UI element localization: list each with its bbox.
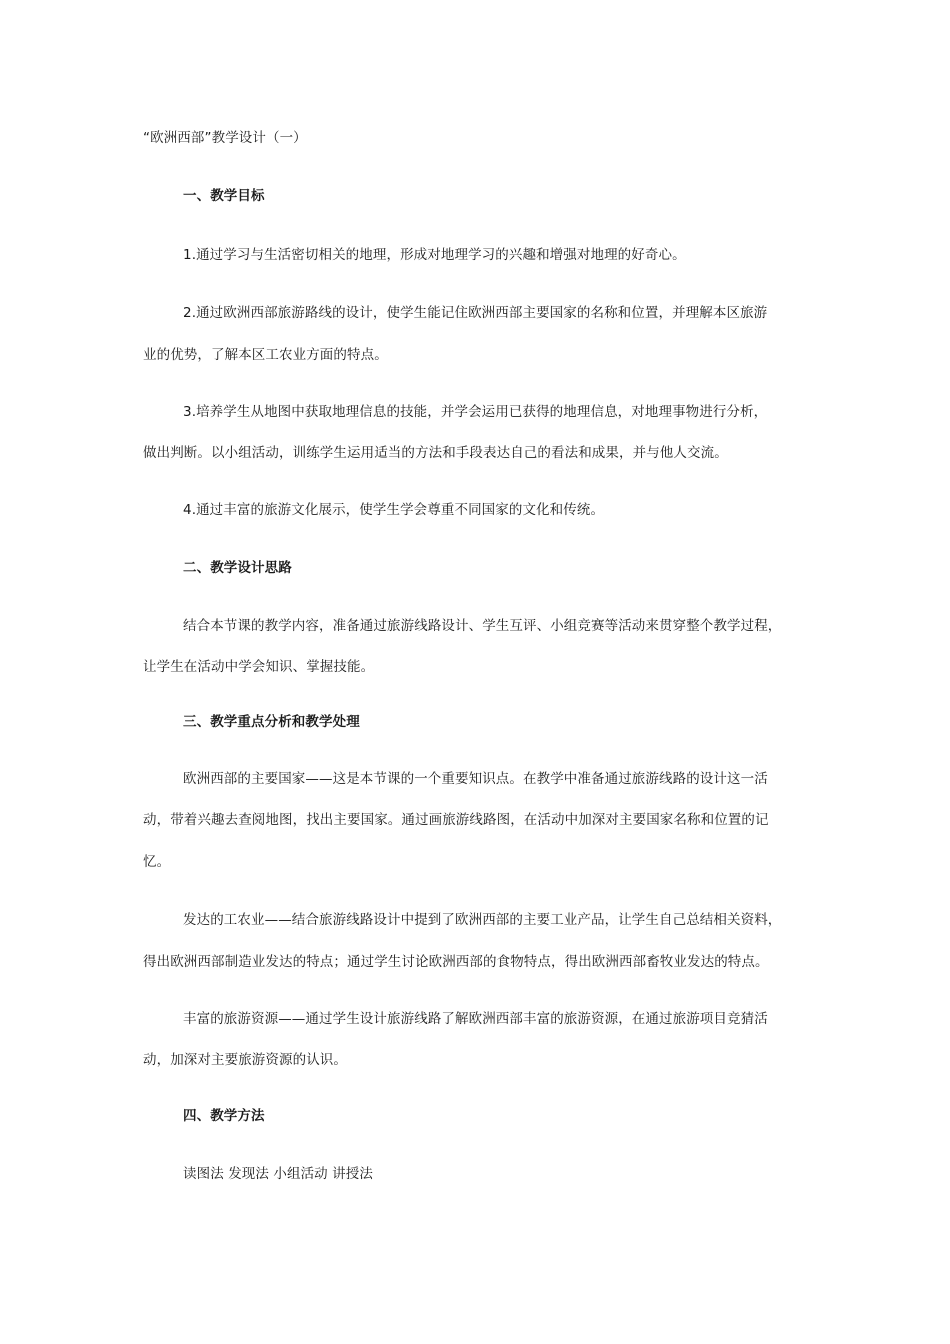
objective-item-4: 4.通过丰富的旅游文化展示，使学生学会尊重不同国家的文化和传统。 — [183, 502, 605, 518]
key-point-2-line-1: 发达的工农业——结合旅游线路设计中提到了欧洲西部的主要工业产品，让学生自己总结相关资料， — [183, 912, 782, 928]
section-heading-design: 二、教学设计思路 — [183, 560, 292, 576]
section-heading-objectives: 一、教学目标 — [183, 188, 265, 204]
key-point-3-line-2: 动，加深对主要旅游资源的认识。 — [143, 1052, 347, 1068]
section-heading-methods: 四、教学方法 — [183, 1108, 265, 1124]
key-point-1-line-2: 动，带着兴趣去查阅地图，找出主要国家。通过画旅游线路图，在活动中加深对主要国家名称和位置的记 — [143, 812, 769, 828]
objective-item-3-line-1: 3.培养学生从地图中获取地理信息的技能，并学会运用已获得的地理信息，对地理事物进行分析， — [183, 404, 768, 420]
objective-item-3-line-2: 做出判断。以小组活动，训练学生运用适当的方法和手段表达自己的看法和成果，并与他人交流。 — [143, 445, 728, 461]
methods-paragraph: 读图法 发现法 小组活动 讲授法 — [183, 1166, 373, 1182]
objective-item-1: 1.通过学习与生活密切相关的地理，形成对地理学习的兴趣和增强对地理的好奇心。 — [183, 247, 686, 263]
document-title: “欧洲西部”教学设计（一） — [143, 130, 307, 146]
key-point-1-line-1: 欧洲西部的主要国家——这是本节课的一个重要知识点。在教学中准备通过旅游线路的设计这一活 — [183, 771, 768, 787]
key-point-3-line-1: 丰富的旅游资源——通过学生设计旅游线路了解欧洲西部丰富的旅游资源，在通过旅游项目竞猜活 — [183, 1011, 768, 1027]
key-point-2-line-2: 得出欧洲西部制造业发达的特点；通过学生讨论欧洲西部的食物特点，得出欧洲西部畜牧业发达的特点。 — [143, 954, 769, 970]
objective-item-2-line-2: 业的优势，了解本区工农业方面的特点。 — [143, 347, 388, 363]
objective-item-2-line-1: 2.通过欧洲西部旅游路线的设计，使学生能记住欧洲西部主要国家的名称和位置，并理解本区旅游 — [183, 305, 768, 321]
section-heading-key-points: 三、教学重点分析和教学处理 — [183, 714, 360, 730]
key-point-1-line-3: 忆。 — [143, 854, 171, 870]
design-paragraph-line-2: 让学生在活动中学会知识、掌握技能。 — [143, 659, 375, 675]
design-paragraph-line-1: 结合本节课的教学内容，准备通过旅游线路设计、学生互评、小组竞赛等活动来贯穿整个教学过程， — [183, 618, 782, 634]
